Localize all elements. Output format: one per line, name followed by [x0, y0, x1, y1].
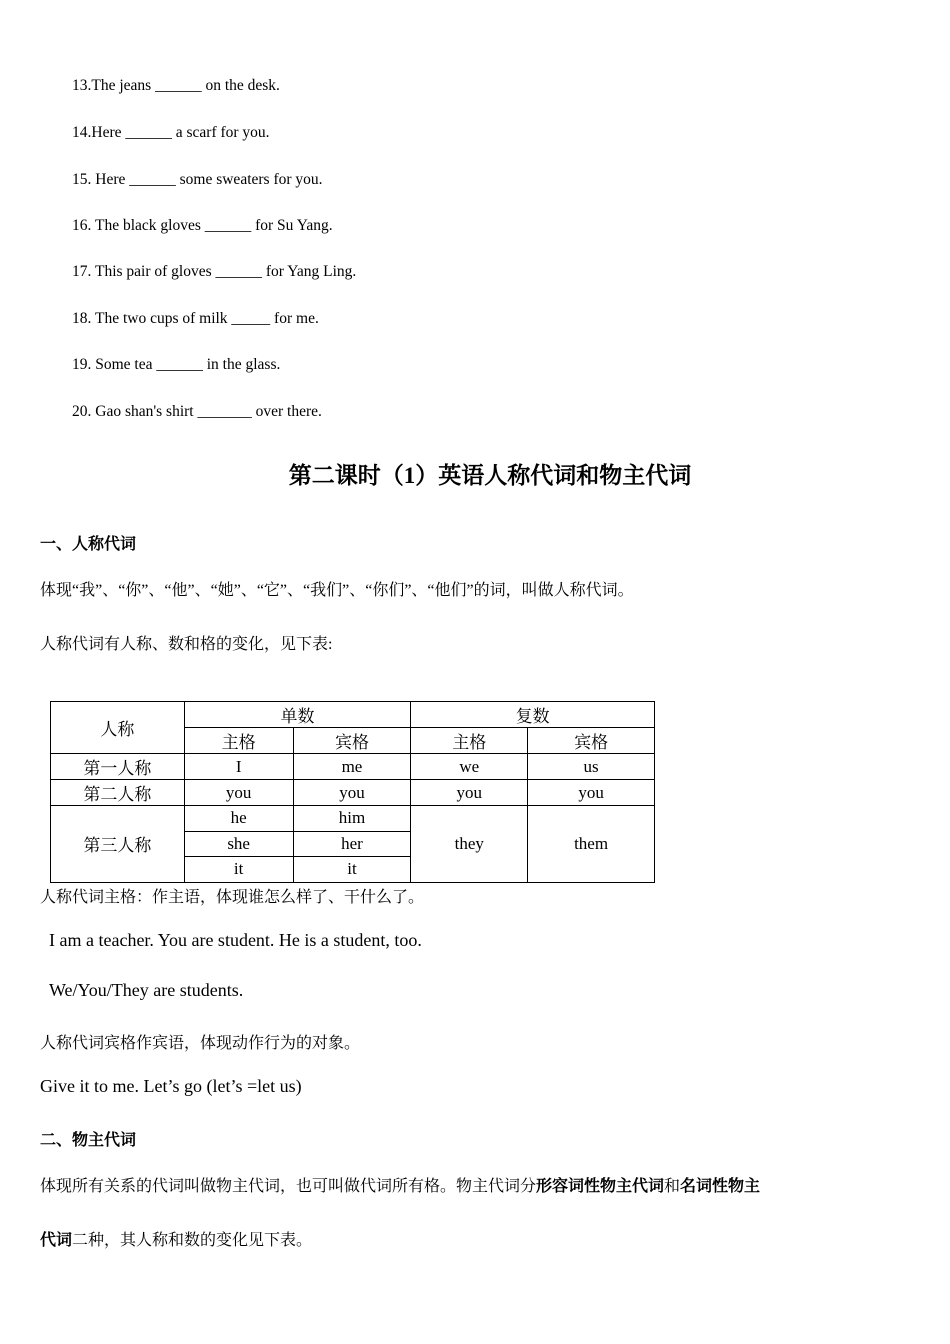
header-pl-object: 宾格 [528, 728, 655, 754]
cell: you [528, 780, 655, 806]
section2-bold-a: 形容词性物主代词 [536, 1178, 665, 1195]
row-label: 第二人称 [51, 780, 185, 806]
cell: they [411, 806, 528, 883]
section2-heading: 二、物主代词 [40, 1132, 137, 1149]
section2-bold-b1: 名词性物主 [680, 1178, 761, 1195]
subject-case-example-2: We/You/They are students. [49, 980, 244, 1000]
question-15: 15. Here ______ some sweaters for you. [72, 171, 323, 188]
row-label: 第一人称 [51, 754, 185, 780]
object-case-note: 人称代词宾格作宾语，体现动作行为的对象。 [40, 1035, 361, 1052]
cell: me [293, 754, 411, 780]
section2-text-c: 二种，其人称和数的变化见下表。 [72, 1232, 313, 1249]
pronoun-table [50, 701, 655, 883]
table-row [51, 806, 655, 832]
table-row [51, 780, 655, 806]
header-singular: 单数 [184, 702, 411, 728]
cell: him [293, 806, 411, 832]
question-13: 13.The jeans ______ on the desk. [72, 77, 280, 94]
cell: us [528, 754, 655, 780]
section2-paragraph-line1 [40, 1173, 760, 1196]
cell: she [184, 831, 293, 857]
cell: you [184, 780, 293, 806]
section1-heading: 一、人称代词 [40, 536, 137, 553]
question-16: 16. The black gloves ______ for Su Yang. [72, 217, 333, 234]
section1-intro: 人称代词有人称、数和格的变化，见下表: [40, 636, 333, 653]
section2-bold-b2: 代词 [40, 1232, 73, 1249]
question-17: 17. This pair of gloves ______ for Yang Ling. [72, 263, 357, 280]
header-pl-subject: 主格 [411, 728, 528, 754]
cell: her [293, 831, 411, 857]
header-person: 人称 [51, 702, 185, 754]
table-row [51, 754, 655, 780]
object-case-example: Give it to me. Let’s go (let’s =let us) [40, 1076, 302, 1096]
subject-case-note: 人称代词主格：作主语，体现谁怎么样了、干什么了。 [40, 889, 425, 906]
section2-text-a: 体现所有关系的代词叫做物主代词，也可叫做代词所有格。物主代词分 [40, 1178, 537, 1195]
subject-case-example-1: I am a teacher. You are student. He is a student, too. [49, 930, 422, 950]
cell: it [293, 857, 411, 883]
lesson-title: 第二课时（1）英语人称代词和物主代词 [288, 463, 692, 488]
cell: you [293, 780, 411, 806]
cell: them [528, 806, 655, 883]
header-sg-subject: 主格 [184, 728, 293, 754]
cell: you [411, 780, 528, 806]
table-header-row [51, 702, 655, 728]
cell: he [184, 806, 293, 832]
cell: it [184, 857, 293, 883]
cell: we [411, 754, 528, 780]
question-14: 14.Here ______ a scarf for you. [72, 124, 270, 141]
question-20: 20. Gao shan's shirt _______ over there. [72, 403, 322, 420]
header-plural: 复数 [411, 702, 655, 728]
row-label: 第三人称 [51, 806, 185, 883]
section2-text-b: 和 [664, 1178, 681, 1195]
question-19: 19. Some tea ______ in the glass. [72, 356, 281, 373]
section2-paragraph-line2 [40, 1227, 312, 1250]
question-18: 18. The two cups of milk _____ for me. [72, 310, 319, 327]
header-sg-object: 宾格 [293, 728, 411, 754]
cell: I [184, 754, 293, 780]
section1-definition: 体现“我”、“你”、“他”、“她”、“它”、“我们”、“你们”、“他们”的词，叫做人称代词。 [40, 582, 634, 599]
